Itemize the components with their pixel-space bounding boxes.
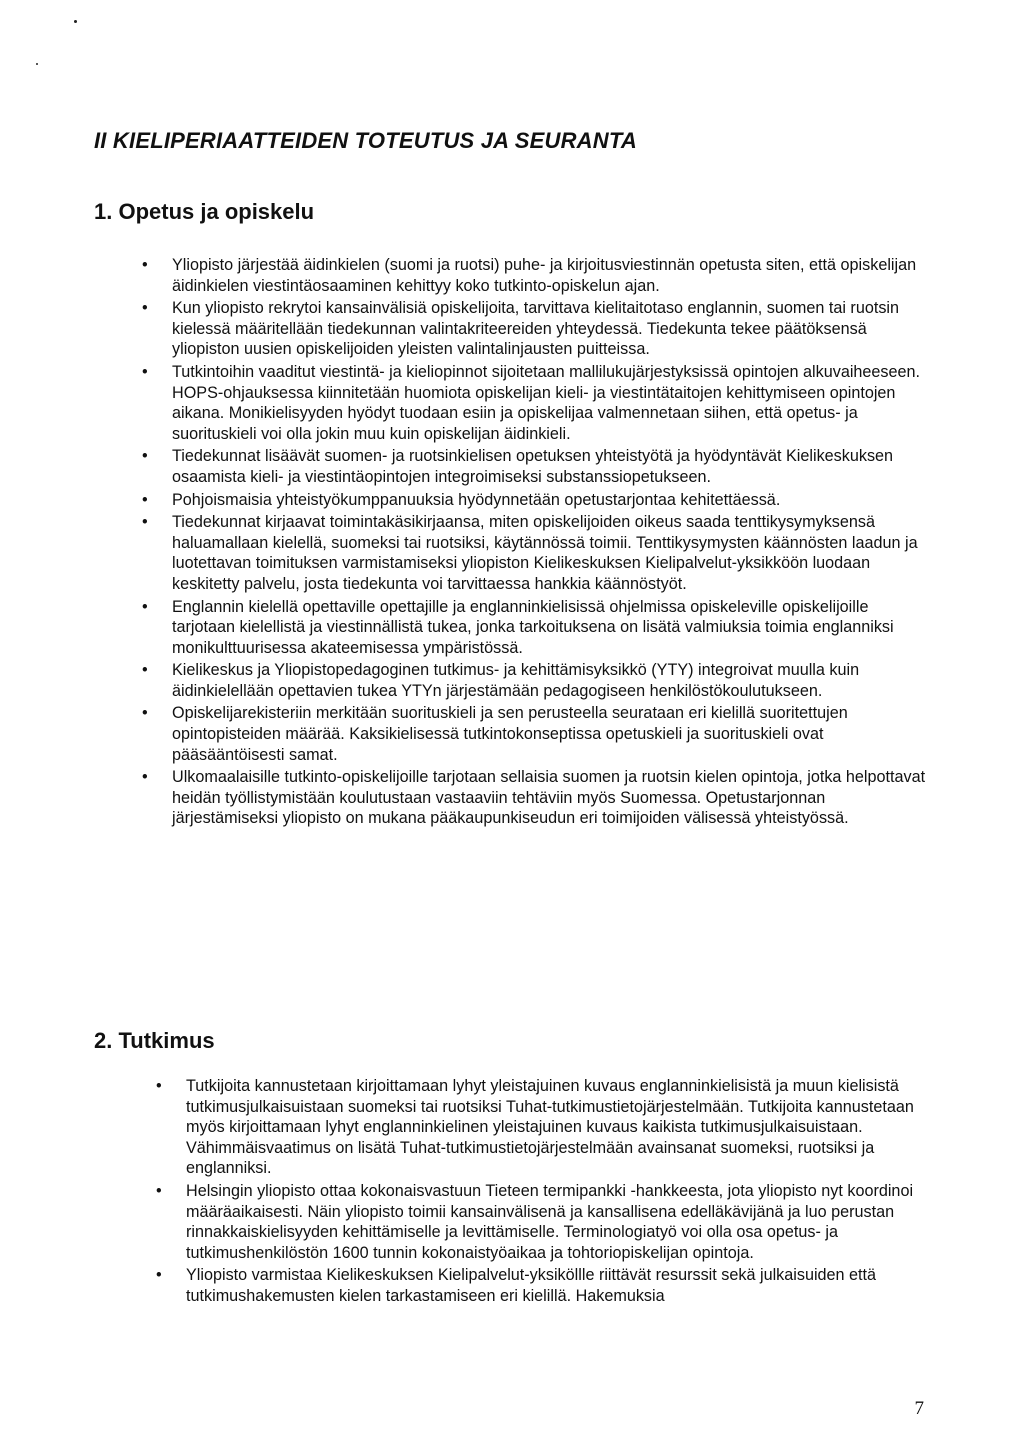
list-item: • Ulkomaalaisille tutkinto-opiskelijoille tarjotaan sellaisia suomen ja ruotsin kielen opintoja, jotka helpottavat heidän työllistymistään koulutustaan vastaaviin tehtäviin myös Suomessa. Opetustarjonnan järjestämiseksi yliopisto on mukana pääkaupunkiseudun eri toimijoiden välisessä yhteistyössä. xyxy=(140,767,930,829)
list-item: • Pohjoismaisia yhteistyökumppanuuksia hyödynnetään opetustarjontaa kehitettäessä. xyxy=(140,490,930,511)
section-heading-tutkimus: 2. Tutkimus xyxy=(94,1028,215,1053)
scan-speck xyxy=(36,63,38,65)
document-title: II KIELIPERIAATTEIDEN TOTEUTUS JA SEURANTA xyxy=(94,128,637,153)
list-item: • Helsingin yliopisto ottaa kokonaisvastuun Tieteen termipankki -hankkeesta, jota yliopisto nyt koordinoi määräaikaisesti. Näin yliopisto toimii kansainvälisenä ja kansallisena edelläkävijänä ja luo perustan rinnakkaiskielisyyden kehittämiselle ja levittämiselle. Terminologiatyö voi olla osa opetus- ja tutkimushenkilöstön 1600 tunnin kokonaistyöaikaa ja tohtoriopiskelijan opintoja. xyxy=(154,1181,914,1263)
list-item: • Tiedekunnat kirjaavat toimintakäsikirjaansa, miten opiskelijoiden oikeus saada tenttikysymyksensä haluamallaan kielellä, suomeksi tai ruotsiksi, käytännössä toimii. Tenttikysymysten käännösten laadun ja luotettavan toimituksen varmistamiseksi yliopiston Kielikeskuksen Kielipalvelut-yksikköön luodaan keskitetty palvelu, josta tiedekunta voi tarvittaessa hankkia käännöstyöt. xyxy=(140,512,930,594)
list-item: • Kun yliopisto rekrytoi kansainvälisiä opiskelijoita, tarvittava kielitaitotaso englannin, suomen tai ruotsin kielessä määritellään tiedekunnan valintakriteereiden yhteydessä. Tiedekunta tekee päätöksensä yliopiston uusien opiskelijoiden yleisten valintalinjausten puitteissa. xyxy=(140,298,930,360)
list-item: • Tiedekunnat lisäävät suomen- ja ruotsinkielisen opetuksen yhteistyötä ja hyödyntävät Kielikeskuksen osaamista kieli- ja viestintäopintojen integroimiseksi substanssiopetukseen. xyxy=(140,446,930,487)
list-item: • Englannin kielellä opettaville opettajille ja englanninkielisissä ohjelmissa opiskeleville opiskelijoille tarjotaan kielellistä ja viestinnällistä tukea, jonka tarkoituksena on lisätä valmiuksia toimia englanniksi monikulttuurisessa akateemisessa ympäristössä. xyxy=(140,597,930,659)
list-item: • Yliopisto järjestää äidinkielen (suomi ja ruotsi) puhe- ja kirjoitusviestinnän opetusta siten, että opiskelijan äidinkielen viestintäosaaminen kehittyy koko tutkinto-opiskelun ajan. xyxy=(140,255,930,296)
list-item: • Tutkijoita kannustetaan kirjoittamaan lyhyt yleistajuinen kuvaus englanninkielisistä ja muun kielisistä tutkimusjulkaisuistaan suomeksi tai ruotsiksi Tuhat-tutkimustietojärjestelmään. Tutkijoita kannustetaan myös kirjoittamaan lyhyt englanninkielinen yleistajuinen kuvaus kaikista tutkimusjulkaisuistaan. Vähimmäisvaatimus on lisätä Tuhat-tutkimustietojärjestelmään avainsanat suomeksi, ruotsiksi ja englanniksi. xyxy=(154,1076,914,1179)
list-item: • Yliopisto varmistaa Kielikeskuksen Kielipalvelut-yksiköllle riittävät resurssit sekä julkaisuiden että tutkimushakemusten kielen tarkastamiseen eri kielillä. Hakemuksia xyxy=(154,1265,914,1306)
section-1-bullet-list xyxy=(140,255,930,831)
section-heading-opetus: 1. Opetus ja opiskelu xyxy=(94,199,315,224)
section-2-bullet-list xyxy=(154,1076,914,1309)
page-number: 7 xyxy=(914,1398,924,1419)
list-item: • Opiskelijarekisteriin merkitään suorituskieli ja sen perusteella seurataan eri kielillä suoritettujen opintopisteiden määrää. Kaksikielisessä tutkintokonseptissa opetuskieli ja suorituskieli ovat pääsääntöisesti samat. xyxy=(140,703,930,765)
list-item: • Kielikeskus ja Yliopistopedagoginen tutkimus- ja kehittämisyksikkö (YTY) integroivat muulla kuin äidinkielellään opettavien tukea YTYn järjestämään pedagogiseen henkilöstökoulutukseen. xyxy=(140,660,930,701)
list-item: • Tutkintoihin vaaditut viestintä- ja kieliopinnot sijoitetaan mallilukujärjestyksissä opintojen alkuvaiheeseen. HOPS-ohjauksessa kiinnitetään huomiota opiskelijan kieli- ja viestintätaitojen kehittymiseen opintojen aikana. Monikielisyyden hyödyt tuodaan esiin ja opiskelijaa valmennetaan siihen, että opetus- ja suorituskieli voi olla jokin muu kuin opiskelijan äidinkieli. xyxy=(140,362,930,444)
scan-speck xyxy=(74,20,77,23)
